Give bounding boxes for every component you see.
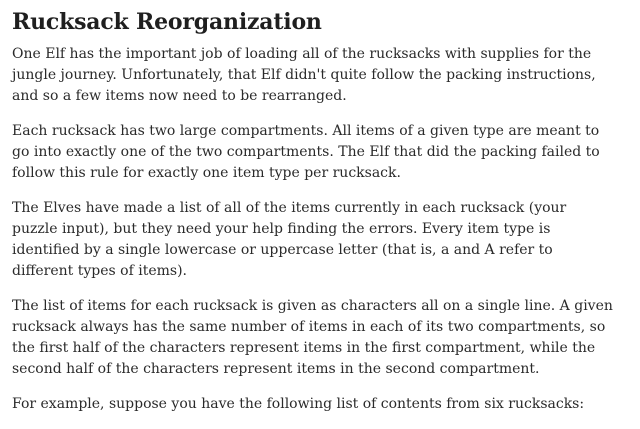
paragraph-line: puzzle input), but they need your help finding the errors. Every item type is [12, 221, 551, 237]
paragraph-line: go into exactly one of the two compartments. The Elf that did the packing failed to [12, 144, 600, 160]
paragraph-line: and so a few items now need to be rearranged. [12, 88, 347, 104]
item-list-paragraph [12, 198, 632, 282]
format-paragraph [12, 296, 632, 380]
intro-paragraph [12, 44, 632, 107]
paragraph-line: rucksack always has the same number of items in each of its two compartments, so [12, 319, 606, 335]
paragraph-line: identified by a single lowercase or uppercase letter (that is, a and A refer to [12, 242, 553, 258]
paragraph-line: The Elves have made a list of all of the items currently in each rucksack (your [12, 200, 567, 216]
paragraph-line: second half of the characters represent items in the second compartment. [12, 361, 540, 377]
paragraph-line: For example, suppose you have the following list of contents from six rucksacks: [12, 396, 585, 412]
compartments-paragraph [12, 121, 632, 184]
paragraph-line: the first half of the characters represent items in the first compartment, while the [12, 340, 596, 356]
page-title: Rucksack Reorganization [12, 9, 322, 35]
article [12, 8, 632, 429]
paragraph-line: jungle journey. Unfortunately, that Elf didn't quite follow the packing instructions, [12, 67, 596, 83]
paragraph-line: different types of items). [12, 263, 187, 279]
example-paragraph [12, 394, 632, 415]
paragraph-line: Each rucksack has two large compartments. All items of a given type are meant to [12, 123, 600, 139]
paragraph-line: follow this rule for exactly one item type per rucksack. [12, 165, 401, 181]
paragraph-line: The list of items for each rucksack is given as characters all on a single line. A given [12, 298, 613, 314]
paragraph-line: One Elf has the important job of loading all of the rucksacks with supplies for the [12, 46, 592, 62]
